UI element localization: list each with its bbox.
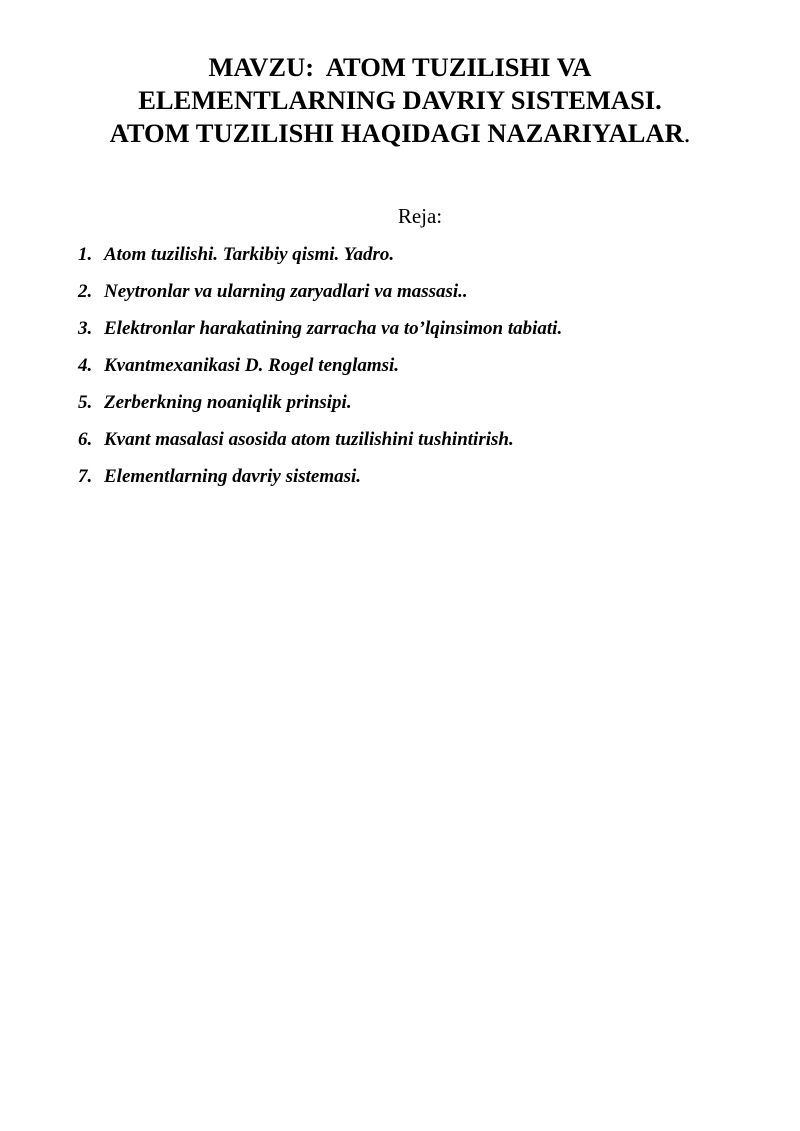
plan-item xyxy=(78,463,562,500)
title-line-3 xyxy=(40,117,760,150)
plan-item xyxy=(78,315,562,352)
plan-item xyxy=(78,278,562,315)
plan-item-number: 6. xyxy=(78,429,93,450)
plan-item xyxy=(78,426,562,463)
plan-item-number: 1. xyxy=(78,244,93,265)
plan-item-number: 3. xyxy=(78,318,93,339)
plan-heading: Reja: xyxy=(397,204,443,228)
plan-item-text: Elementlarning davriy sistemasi. xyxy=(104,466,362,487)
plan-item-number: 2. xyxy=(78,281,93,302)
title-line-2: ELEMENTLARNING DAVRIY SISTEMASI. xyxy=(138,85,662,115)
plan-item-text: Atom tuzilishi. Tarkibiy qismi. Yadro. xyxy=(104,244,395,265)
plan-item-number: 4. xyxy=(78,355,93,376)
plan-item-text: Elektronlar harakatining zarracha va to’lqinsimon tabiati. xyxy=(104,318,563,339)
plan-item-text: Neytronlar va ularning zaryadlari va massasi.. xyxy=(104,281,468,302)
plan-list xyxy=(78,241,562,500)
plan-item xyxy=(78,241,562,278)
plan-item-number: 7. xyxy=(78,466,93,487)
title-line-1: MAVZU: ATOM TUZILISHI VA xyxy=(208,52,592,82)
plan-item-text: Zerberkning noaniqlik prinsipi. xyxy=(104,392,352,413)
document-title xyxy=(40,51,760,150)
plan-item-text: Kvantmexanikasi D. Rogel tenglamsi. xyxy=(104,355,400,376)
plan-item-number: 5. xyxy=(78,392,93,413)
title-trailing-period: . xyxy=(683,118,691,148)
title-line-3-text: ATOM TUZILISHI HAQIDAGI NAZARIYALAR xyxy=(109,118,684,148)
plan-item xyxy=(78,352,562,389)
plan-item-text: Kvant masalasi asosida atom tuzilishini tushintirish. xyxy=(104,429,514,450)
plan-item xyxy=(78,389,562,426)
